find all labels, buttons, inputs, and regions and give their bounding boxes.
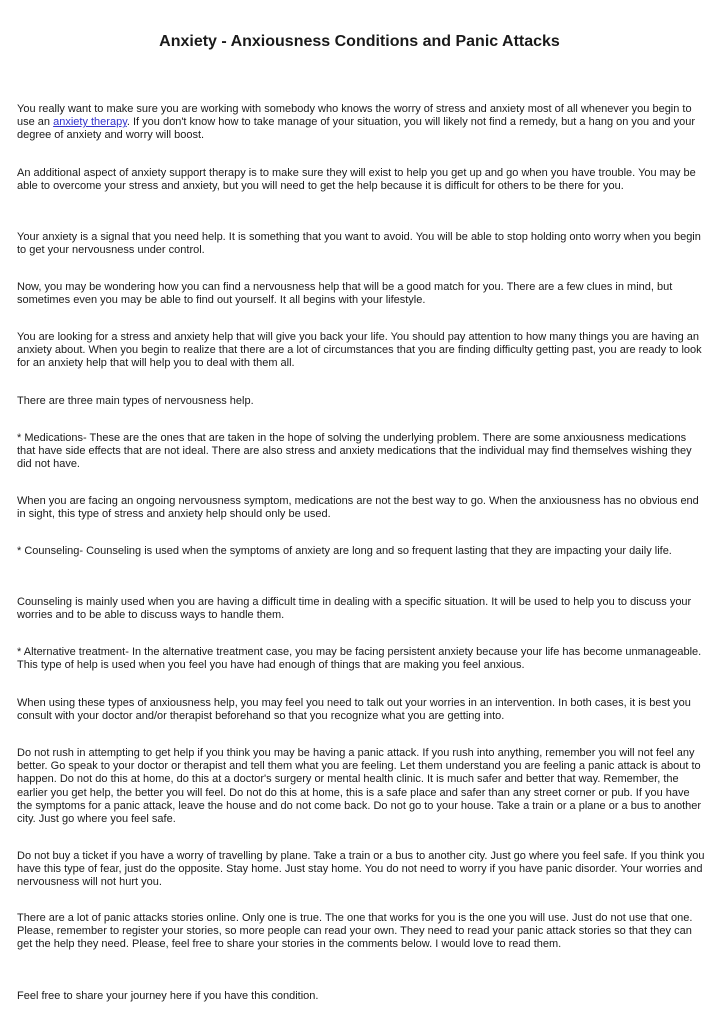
paragraph-5: You are looking for a stress and anxiety help that will give you back your life. You should pay attention to how many things you are having an anxiety about. When you begin to realize that there are a lot of circumstances that you are finding difficulty getting past, you are ready to look for an anxiety help that will help you to deal with them all.: [17, 331, 702, 370]
paragraph-8: When you are facing an ongoing nervousness symptom, medications are not the best way to go. When the anxiousness has no obvious end in sight, this type of stress and anxiety help should only be used.: [17, 495, 699, 521]
paragraph-1-text-before: You really want to make sure you are working with somebody who knows the worry of stress and anxiety most of all whenever you begin to use an: [17, 103, 692, 129]
paragraph-13: Do not rush in attempting to get help if you think you may be having a panic attack. If you rush into anything, remember you will not feel any better. Go speak to your doctor or therapist and tell them what you are feeling. Let them understand you are feeling a panic attack is about to happen. Do not do this at home, do this at a doctor's surgery or mental health clinic. It is much safer and better that way. Remember, the earlier you get help, the better you will feel. Do not do this at home, this is a safe place and safer than any street corner or pub. If you have the symptoms for a panic attack, leave the house and do not come back. Do not go to your house. Take a train or a plane or a bus to another city. Just go where you feel safe.: [17, 747, 702, 826]
paragraph-14: Do not buy a ticket if you have a worry of travelling by plane. Take a train or a bus to another city. Just go where you feel safe. If you think you have this type of fear, just do the opposite. Stay home. Just stay home. You do not need to worry if you have panic disorder. Your worries and nervousness will not hurt you.: [17, 850, 705, 889]
paragraph-9: * Counseling- Counseling is used when the symptoms of anxiety are long and so frequent lasting that they are impacting your daily life.: [17, 545, 672, 557]
paragraph-6: There are three main types of nervousness help.: [17, 395, 254, 407]
paragraph-10: Counseling is mainly used when you are having a difficult time in dealing with a specific situation. It will be used to help you to discuss your worries and to be able to discuss ways to handle them.: [17, 596, 692, 622]
paragraph-2: An additional aspect of anxiety support therapy is to make sure they will exist to help you get up and go when you have trouble. You may be able to overcome your stress and anxiety, but you will need to get the help because it is difficult for others to be there for you.: [17, 167, 696, 193]
anxiety-therapy-link[interactable]: anxiety therapy: [53, 116, 127, 129]
paragraph-3: Your anxiety is a signal that you need help. It is something that you want to avoid. You will be able to stop holding onto worry when you begin to get your nervousness under control.: [17, 231, 701, 257]
paragraph-16: Feel free to share your journey here if you have this condition.: [17, 990, 319, 1002]
paragraph-4: Now, you may be wondering how you can find a nervousness help that will be a good match for you. There are a few clues in mind, but sometimes even you may be able to find out yourself. It all begins with your lifestyle.: [17, 281, 673, 307]
paragraph-1: [17, 103, 705, 143]
paragraph-1-text-after: . If you don't know how to take manage of your situation, you will likely not find a remedy, but a hang on you and your degree of anxiety and worry will boost.: [17, 116, 696, 142]
paragraph-7: * Medications- These are the ones that are taken in the hope of solving the underlying problem. There are some anxiousness medications that have side effects that are not ideal. There are also stress and anxiety medications that the individual may find themselves wishing they did not have.: [17, 432, 692, 471]
page-title: Anxiety - Anxiousness Conditions and Panic Attacks: [159, 33, 560, 50]
paragraph-11: * Alternative treatment- In the alternative treatment case, you may be facing persistent anxiety because your life has become unmanageable. This type of help is used when you feel you have had enough of things that are making you feel anxious.: [17, 646, 702, 672]
paragraph-15: There are a lot of panic attacks stories online. Only one is true. The one that works for you is the one you will use. Just do not use that one. Please, remember to register your stories, so more people can read your own. They need to read your panic attack stories so that they can get the help they need. Please, feel free to share your stories in the comments below. I would love to read them.: [17, 912, 693, 951]
paragraph-12: When using these types of anxiousness help, you may feel you need to talk out your worries in an intervention. In both cases, it is best you consult with your doctor and/or therapist beforehand so that you recognize what you are getting into.: [17, 697, 691, 723]
